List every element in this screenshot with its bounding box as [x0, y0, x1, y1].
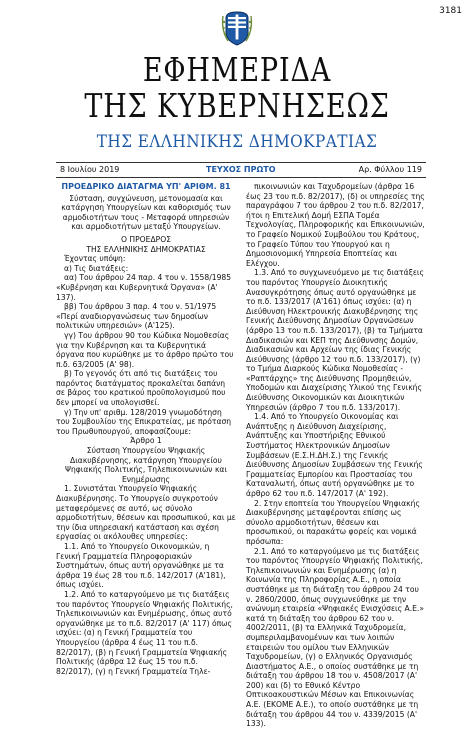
- issue-bar: [56, 162, 426, 178]
- masthead-subtitle: ΤΗΣ ΕΛΛΗΝΙΚΗΣ ΔΗΜΟΚΡΑΤΙΑΣ: [96, 132, 378, 152]
- greek-coat-of-arms-icon: [220, 8, 254, 48]
- paragraph: αα) Του άρθρου 24 παρ. 4 του ν. 1558/1985 «Κυβέρνηση και Κυβερνητικά Όργανα» (Α' 137).: [56, 273, 232, 302]
- paragraph: 1. Συνιστάται Υπουργείο Ψηφιακής Διακυβέρνησης. Το Υπουργείο συγκροτούν μεταφερόμενες σε αυτό, ως σύνολο αρμοδιοτήτων, θέσεων και προσωπικού, και με την ίδια υπηρεσιακή κατάσταση και σχέση εργασίας οι ακόλουθες υπηρεσίες:: [56, 484, 236, 542]
- centered-heading: ΤΗΣ ΕΛΛΗΝΙΚΗΣ ΔΗΜΟΚΡΑΤΙΑΣ: [86, 244, 206, 254]
- decree-heading: ΠΡΟΕΔΡΙΚΟ ΔΙΑΤΑΓΜΑ ΥΠ' ΑΡΙΘΜ. 81: [61, 182, 231, 191]
- paragraph: 1.1. Από το Υπουργείο Οικονομικών, η Γενική Γραμματεία Πληροφοριακών Συστημάτων, όπως αυτή οργανώθηκε με τα άρθρα 19 έως 28 του π.δ. 142/2017 (Α'181), όπως ισχύει.: [56, 541, 226, 590]
- masthead-title-line1: ΕΦΗΜΕΡΙΔΑ: [142, 50, 332, 89]
- paragraph: α) Τις διατάξεις:: [64, 263, 129, 273]
- paragraph: 2.1. Από το καταργούμενο με τις διατάξεις του παρόντος Υπουργείο Ψηφιακής Πολιτικής, Τηλεπικοινωνιών και Ενημέρωσης (α) η Κοινωνία της Πληροφορίας Α.Ε., η οποία συστάθηκε με τη διάταξη του άρθρου 24 του ν. 2860/2000, όπως συγχωνεύθηκε με την ανώνυμη εταιρεία «Ψηφιακές Ενισχύσεις Α.Ε.» κατά τη διάταξη του άρθρου 62 του ν. 4002/2011, (β) τα Ελληνικά Ταχυδρομεία, συμπεριλαμβανομένων και των λοιπών εταιρειών του ομίλου των Ελληνικών Ταχυδρομείων, (γ) ο Ελληνικός Οργανισμός Διαστήματος Α.Ε., ο οποίος συστάθηκε με τη διάταξη του άρθρου 18 του ν. 4508/2017 (Α' 200) και (δ) το Εθνικό Κέντρο Οπτικοακουστικών Μέσων και Επικοινωνίας Α.Ε. (ΕΚΟΜΕ Α.Ε.), το οποίο συστάθηκε με τη διάταξη του άρθρου 44 του ν. 4339/2015 (Α' 133).: [246, 546, 424, 729]
- centered-heading: Άρθρο 1: [130, 436, 162, 446]
- paragraph: 1.3. Από το συγχωνευόμενο με τις διατάξεις του παρόντος Υπουργείο Διοικητικής Ανασυγκρότησης όπως αυτό οργανώθηκε με το π.δ. 133/2017 (Α'161) όπως ισχύει: (α) η Διεύθυνση Ηλεκτρονικής Διακυβέρνησης της Γενικής Διεύθυνσης Δημοσίων Οργανώσεων (άρθρο 13 του π.δ. 133/2017), (β) τα Τμήματα Διαδικασιών και ΚΕΠ της Διεύθυνσης Δομών, Διαδικασιών και Αρχείων της ίδιας Γενικής Διεύθυνσης (άρθρο 12 του π.δ. 133/2017), (γ) το Τμήμα Διαρκούς Κώδικα Νομοθεσίας - «Ραπτάρχης» της Διεύθυνσης Προμηθειών, Υποδομών και Διαχείρισης Υλικού της Γενικής Διεύθυνσης Οικονομικών και Διοικητικών Υπηρεσιών (άρθρο 7 του π.δ. 133/2017).: [246, 268, 424, 412]
- masthead-title-line2: ΤΗΣ ΚΥΒΕΡΝΗΣΕΩΣ: [84, 86, 390, 125]
- right-column: [246, 182, 426, 729]
- centered-heading: Ο ΠΡΟΕΔΡΟΣ: [120, 234, 171, 244]
- decree-summary: Σύσταση, συγχώνευση, μετονομασία και κατάργηση Υπουργείων και καθορισμός των αρμοδιοτήτων τους - Μεταφορά υπηρεσιών και αρμοδιοτήτων μεταξύ Υπουργείων.: [61, 193, 231, 232]
- issue-date: 8 Ιουλίου 2019: [60, 165, 120, 174]
- paragraph: ββ) Του άρθρου 3 παρ. 4 του ν. 51/1975 «Περί αναδιοργανώσεως των δημοσίων πολιτικών υπηρεσιών» (Α'125).: [56, 302, 217, 331]
- paragraph: 1.2. Από το καταργούμενο με τις διατάξεις του παρόντος Υπουργείο Ψηφιακής Πολιτικής, Τηλεπικοινωνιών και Ενημέρωσης, όπως αυτό οργανώθηκε με το π.δ. 82/2017 (Α' 117) όπως ισχύει: (α) η Γενική Γραμματεία του Υπουργείου (άρθρα 4 έως 11 του π.δ. 82/2017), (β) η Γενική Γραμματεία Ψηφιακής Πολιτικής (άρθρα 12 έως 15 του π.δ. 82/2017), (γ) η Γενική Γραμματεία Τηλε-: [56, 589, 233, 676]
- centered-heading: Σύσταση Υπουργείου Ψηφιακής Διακυβέρνησης, κατάργηση Υπουργείου Ψηφιακής Πολιτικής, Τηλεπικοινωνιών και Ενημέρωσης: [64, 446, 228, 484]
- issue-series: ΤΕΥΧΟΣ ΠΡΩΤΟ: [206, 165, 276, 174]
- paragraph: 1.4. Από το Υπουργείο Οικονομίας και Ανάπτυξης η Διεύθυνση Διαχείρισης, Ανάπτυξης και Υποστήριξης Εθνικού Συστήματος Ηλεκτρονικών Δημοσίων Συμβάσεων (Ε.Σ.Η.ΔΗ.Σ.) της Γενικής Διεύθυνσης Δημοσίων Συμβάσεων της Γενικής Γραμματείας Εμπορίου και Προστασίας του Καταναλωτή, όπως αυτή οργανώθηκε με το άρθρο 62 του π.δ. 147/2017 (Α' 192).: [246, 412, 423, 498]
- paragraph: πικοινωνιών και Ταχυδρομείων (άρθρα 16 έως 23 του π.δ. 82/2017), (δ) οι υπηρεσίες της παραγράφου 7 του άρθρου 2 του π.δ. 82/2017, ήτοι η Επιτελική Δομή ΕΣΠΑ Τομέα Τεχνολογίας, Πληροφορικής και Επικοινωνιών, το Γραφείο Νομικού Συμβούλου του Κράτους, το Γραφείο Τύπου του Υπουργού και η Δημοσιονομική Υπηρεσία Εποπτείας και Ελέγχου.: [246, 182, 425, 268]
- page-number: 3181: [439, 6, 462, 16]
- paragraph: β) Το γεγονός ότι από τις διατάξεις του παρόντος διατάγματος προκαλείται δαπάνη σε βάρος του κρατικού προϋπολογισμού που δεν μπορεί να υπολογισθεί.: [56, 369, 226, 408]
- paragraph: γ) Την υπ' αριθμ. 128/2019 γνωμοδότηση του Συμβουλίου της Επικρατείας, με πρόταση του Πρωθυπουργού, αποφασίζουμε:: [56, 407, 232, 436]
- paragraph: Έχοντας υπόψη:: [64, 254, 126, 264]
- issue-number: Αρ. Φύλλου 119: [358, 165, 422, 174]
- paragraph: 2. Στην εποπτεία του Υπουργείου Ψηφιακής Διακυβέρνησης μεταφέρονται επίσης ως σύνολο αρμοδιοτήτων, θέσεων και προσωπικού, οι παρακάτω φορείς και νομικά πρόσωπα:: [246, 498, 420, 546]
- paragraph: γγ) Του άρθρου 90 του Κώδικα Νομοθεσίας για την Κυβέρνηση και τα Κυβερνητικά όργανα που κυρώθηκε με το άρθρο πρώτο του π.δ. 63/2005 (Α' 98).: [56, 330, 234, 369]
- left-column: [56, 182, 236, 676]
